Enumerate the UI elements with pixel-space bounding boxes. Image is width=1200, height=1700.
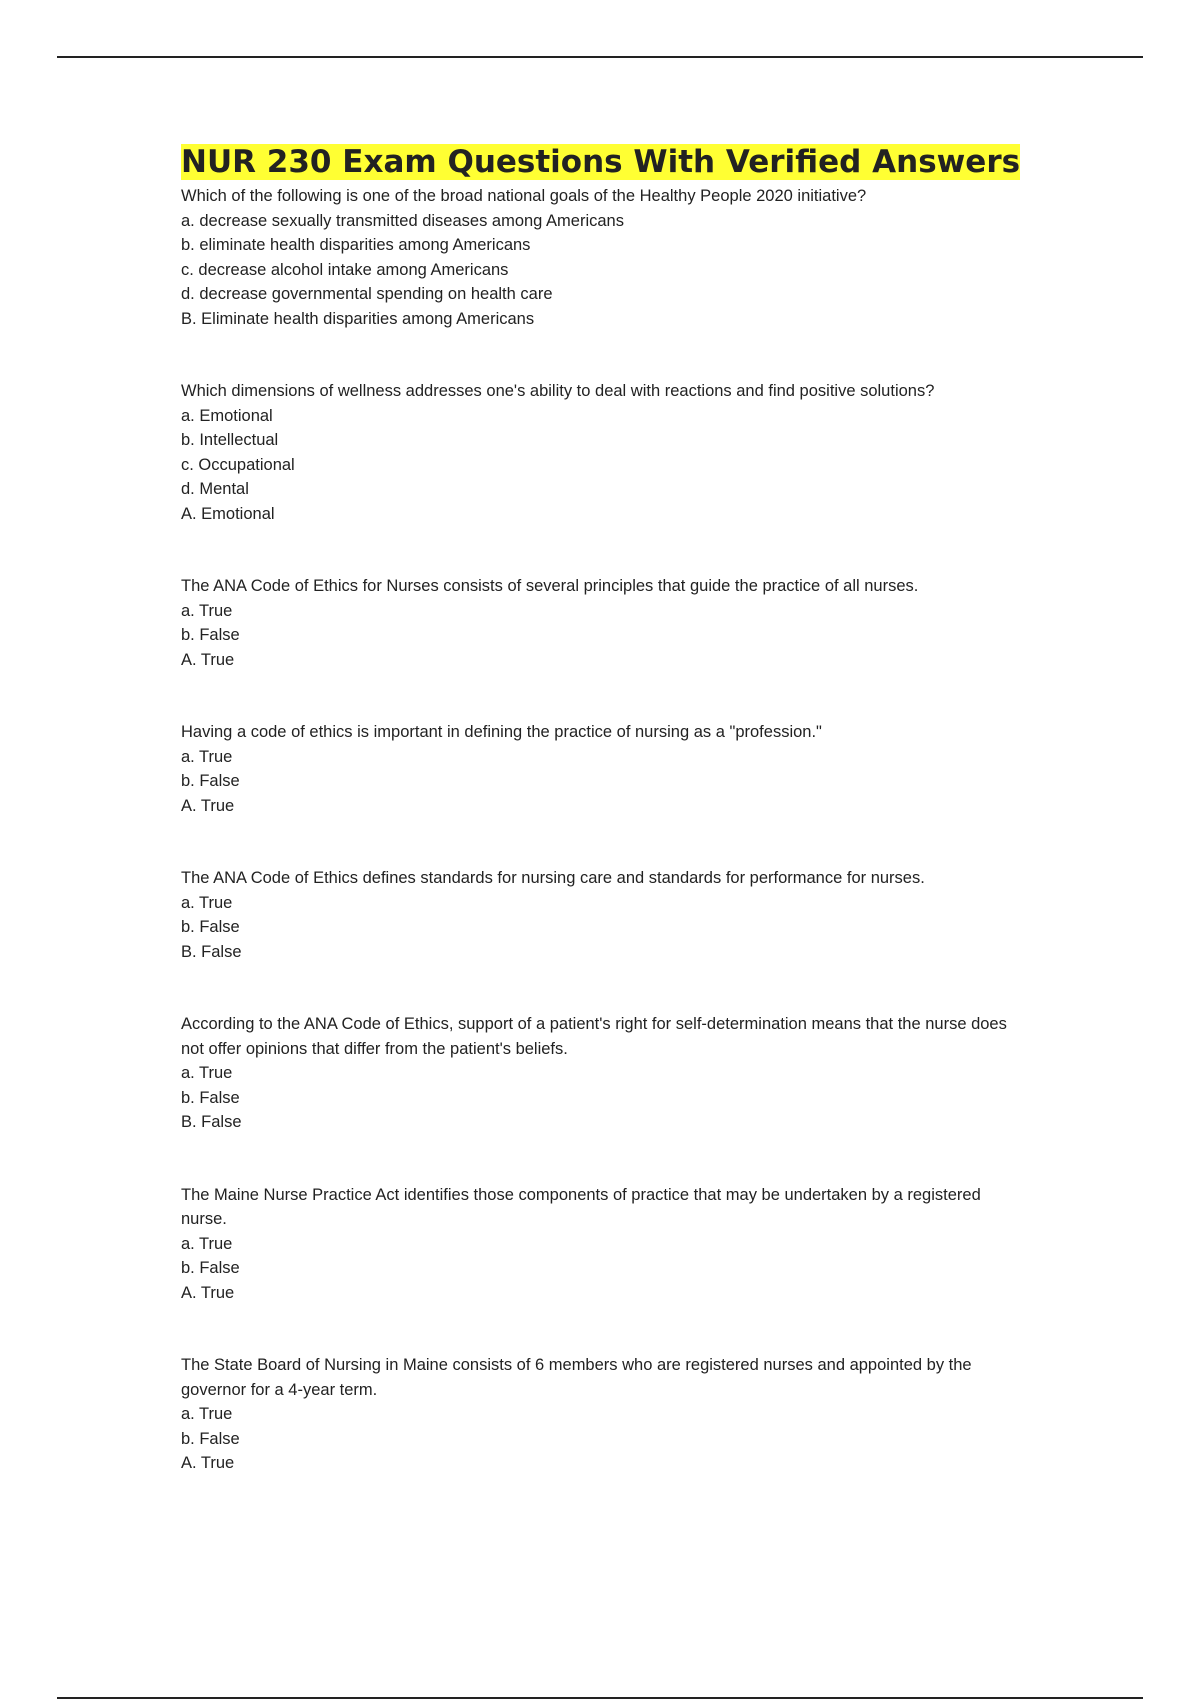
option-list: [181, 1402, 1031, 1451]
option-list: [181, 1061, 1031, 1110]
title-highlight: NUR 230 Exam Questions With Verified Answers: [181, 144, 1021, 180]
answer-text: A. True: [181, 1283, 235, 1302]
option-b: b. False: [181, 1088, 240, 1107]
document-body: [181, 143, 1031, 1476]
option-c: c. decrease alcohol intake among Americans: [181, 260, 509, 279]
question-text: The ANA Code of Ethics defines standards for nursing care and standards for performance for nurses.: [181, 869, 925, 887]
option-a: a. True: [181, 601, 233, 620]
question-text: The Maine Nurse Practice Act identifies those components of practice that may be undertaken by a registered nurse.: [181, 1185, 981, 1228]
answer-text: A. True: [181, 650, 235, 669]
answer-text: A. True: [181, 796, 235, 815]
question-text: Having a code of ethics is important in defining the practice of nursing as a "profession.": [181, 723, 822, 741]
option-list: [181, 209, 1031, 307]
document-title: [181, 143, 1031, 182]
answer-text: B. Eliminate health disparities among Americans: [181, 309, 535, 328]
option-list: [181, 404, 1031, 502]
option-b: b. False: [181, 626, 240, 644]
option-b: b. False: [181, 772, 240, 790]
answer-text: A. Emotional: [181, 504, 275, 523]
question-block-4: [181, 720, 1031, 818]
question-text: The ANA Code of Ethics for Nurses consists of several principles that guide the practice of all nurses.: [181, 577, 919, 595]
option-list: [181, 891, 1031, 940]
option-a: a. True: [181, 747, 233, 766]
answer-text: A. True: [181, 1454, 235, 1472]
option-a: a. decrease sexually transmitted diseases among Americans: [181, 211, 624, 230]
option-d: d. decrease governmental spending on health care: [181, 285, 553, 303]
question-block-1: [181, 184, 1031, 331]
option-list: [181, 1232, 1031, 1281]
question-block-5: [181, 866, 1031, 964]
question-text: Which of the following is one of the broad national goals of the Healthy People 2020 initiative?: [181, 187, 867, 205]
top-divider: [57, 56, 1143, 58]
question-text: According to the ANA Code of Ethics, support of a patient's right for self-determination means that the nurse does not offer opinions that differ from the patient's beliefs.: [181, 1015, 1007, 1058]
option-b: b. False: [181, 1429, 240, 1448]
option-c: c. Occupational: [181, 455, 295, 474]
option-a: a. True: [181, 1064, 233, 1082]
option-b: b. False: [181, 1259, 240, 1277]
answer-text: B. False: [181, 1113, 242, 1131]
question-block-2: [181, 379, 1031, 526]
bottom-divider: [57, 1697, 1143, 1699]
option-a: a. True: [181, 1234, 233, 1253]
option-b: b. False: [181, 918, 240, 936]
question-text: Which dimensions of wellness addresses one's ability to deal with reactions and find positive solutions?: [181, 382, 935, 400]
question-block-7: [181, 1183, 1031, 1306]
option-a: a. Emotional: [181, 406, 273, 425]
option-list: [181, 745, 1031, 794]
option-list: [181, 599, 1031, 648]
question-block-3: [181, 574, 1031, 672]
option-b: b. eliminate health disparities among Americans: [181, 236, 531, 254]
question-block-6: [181, 1012, 1031, 1135]
option-a: a. True: [181, 893, 233, 912]
option-a: a. True: [181, 1405, 233, 1423]
question-block-8: [181, 1353, 1031, 1476]
answer-text: B. False: [181, 942, 242, 961]
option-d: d. Mental: [181, 480, 249, 498]
option-b: b. Intellectual: [181, 431, 279, 449]
question-text: The State Board of Nursing in Maine consists of 6 members who are registered nurses and appointed by the governor for a 4-year term.: [181, 1356, 972, 1399]
